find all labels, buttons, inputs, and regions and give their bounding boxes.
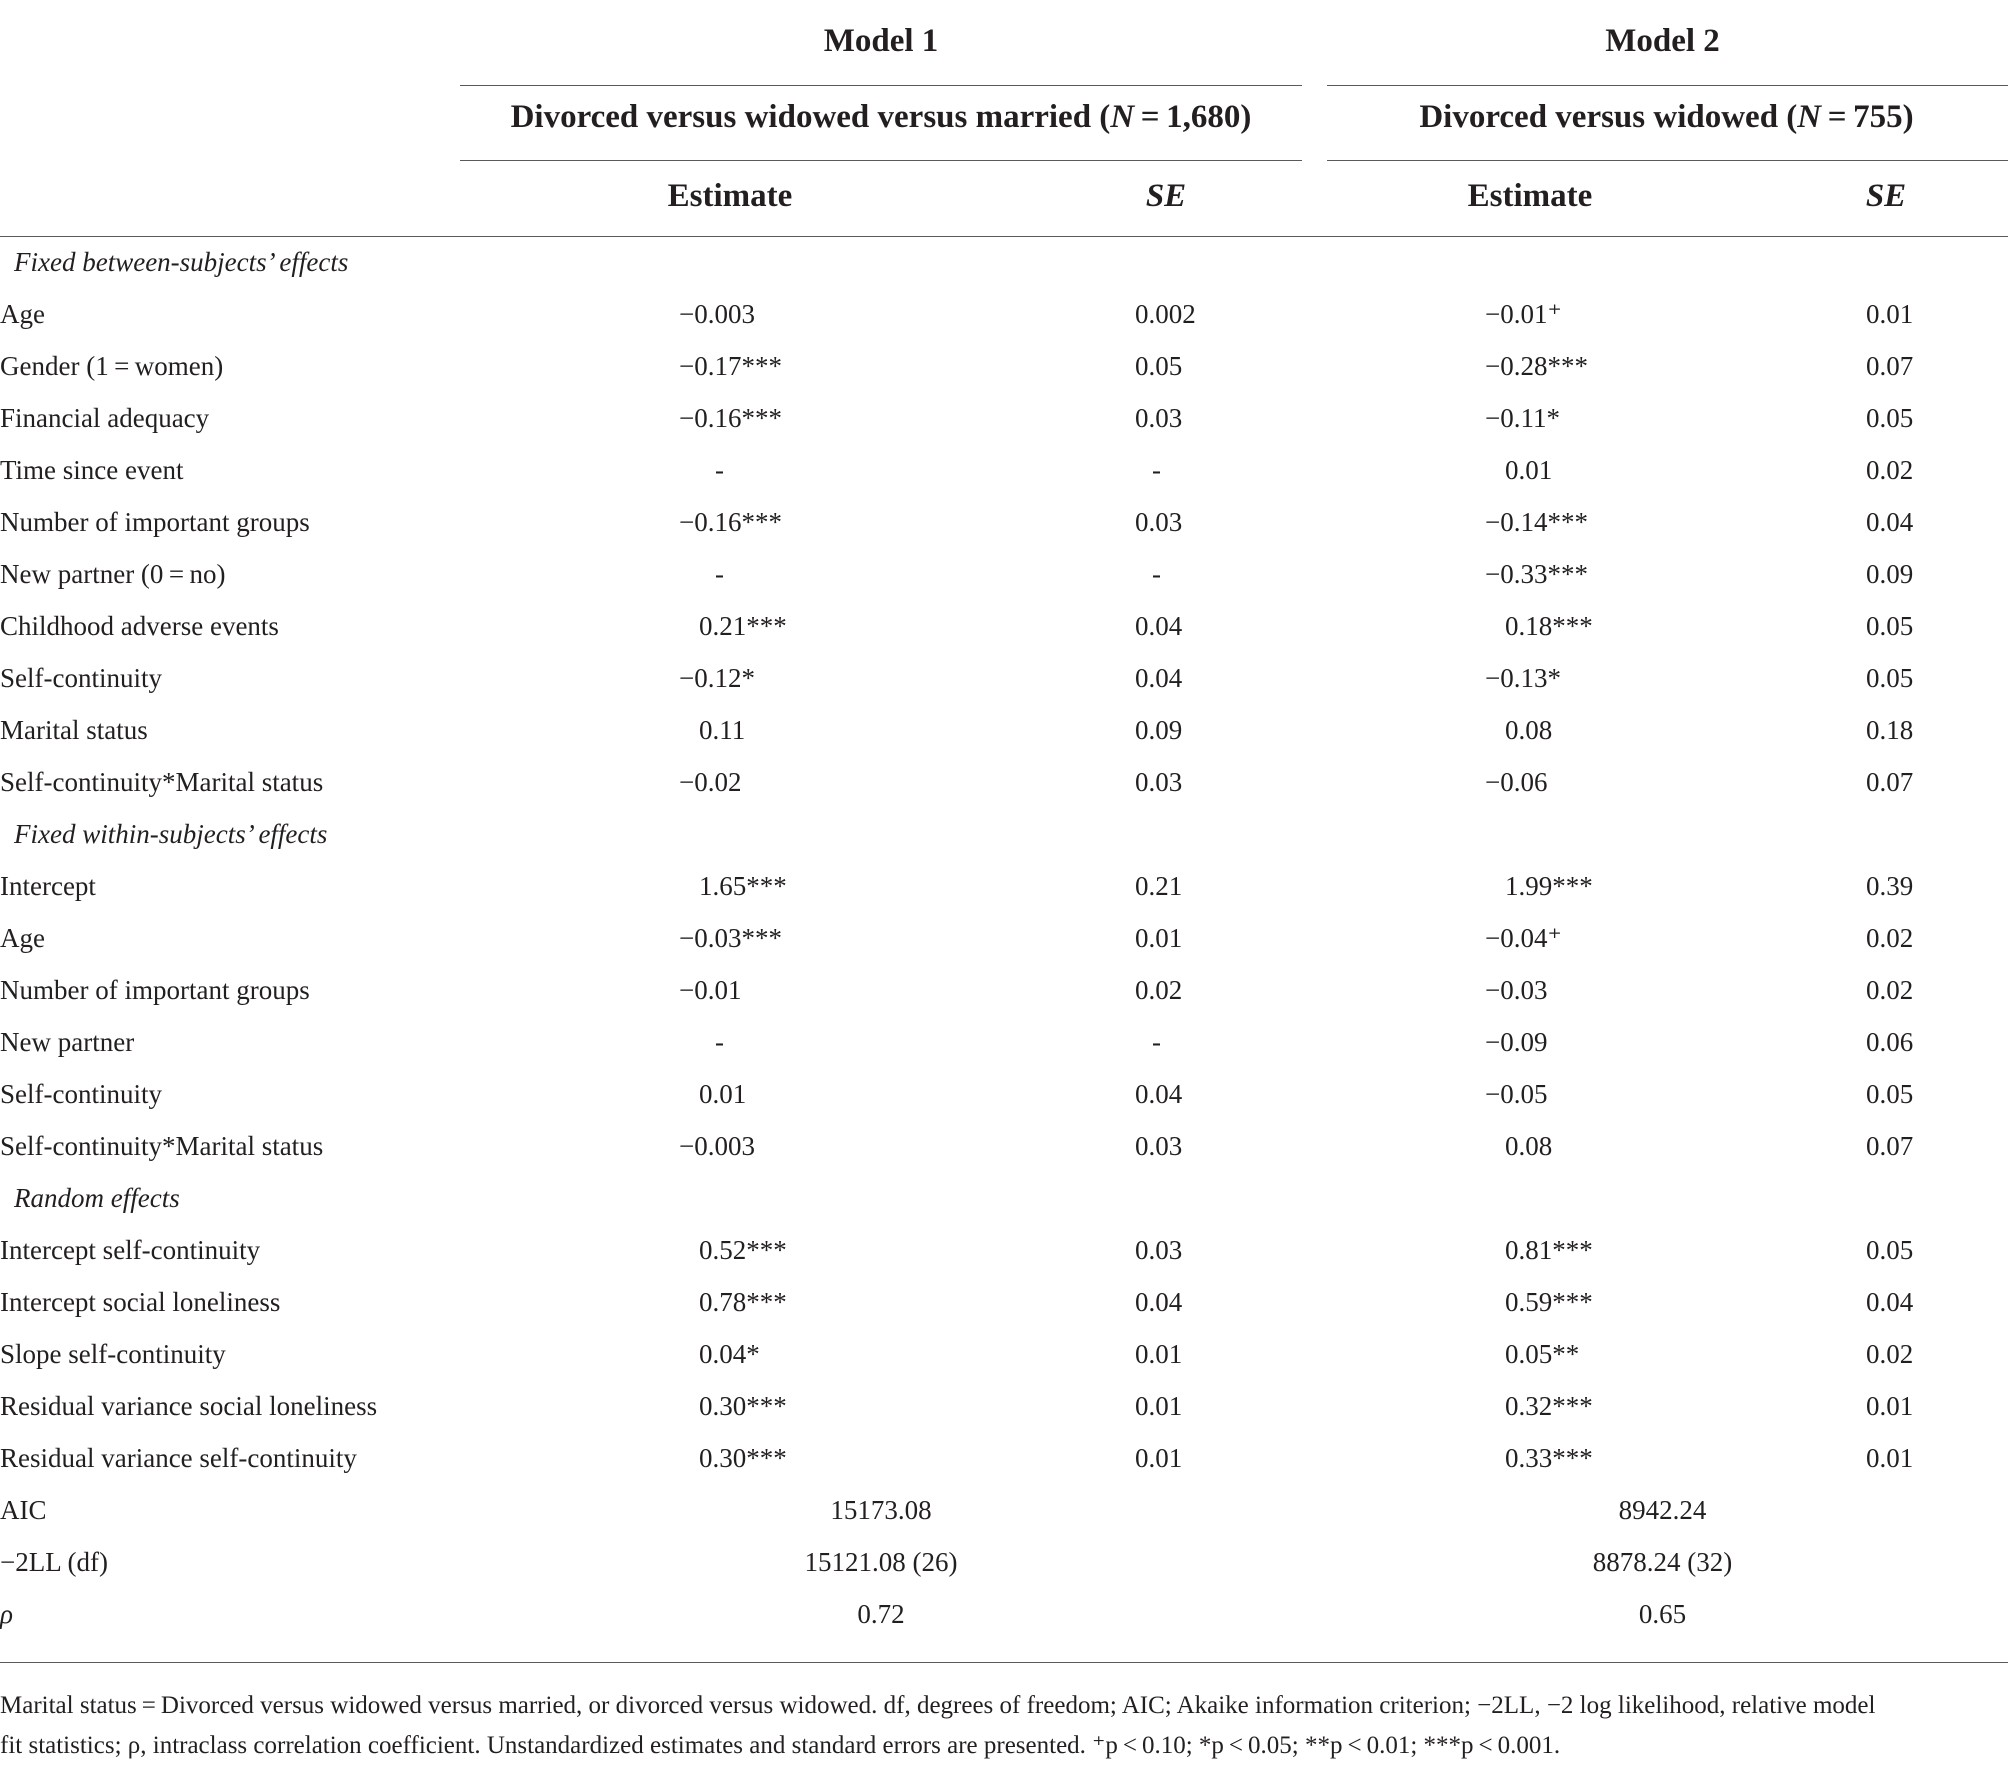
model2-estimate: −0.01⁺ (1485, 299, 1562, 329)
row-label: New partner (0, 1027, 135, 1057)
row-label: Self-continuity (0, 663, 162, 693)
model2-estimate: −0.11* (1485, 403, 1560, 433)
model2-estimate: 1.99*** (1505, 871, 1593, 901)
model1-se: 0.03 (1135, 767, 1183, 797)
model2-estimate: −0.04⁺ (1485, 923, 1562, 953)
model2-estimate: 0.32*** (1505, 1391, 1593, 1421)
section-within (0, 808, 2008, 860)
model1-se: 0.03 (1135, 507, 1183, 537)
table-row (0, 1328, 2008, 1380)
model1-estimate: 0.21*** (699, 611, 787, 641)
row-label: Self-continuity*Marital status (0, 767, 324, 797)
table-row (0, 704, 2008, 756)
footnote-line-1: Marital status = Divorced versus widowed versus married, or divorced versus widowed. df, degrees of freedom; AIC; Akaike information criterion; −2LL, −2 log likelihood, relative model (0, 1692, 1876, 1719)
model2-se: 0.02 (1866, 923, 1914, 953)
model2-se: 0.02 (1866, 975, 1914, 1005)
model1-subtitle-prefix: Divorced versus widowed versus married ( (510, 99, 1111, 135)
model1-subtitle-n: N (1110, 99, 1135, 135)
model1-se: 0.02 (1135, 975, 1183, 1005)
table-row (0, 1224, 2008, 1276)
row-label: New partner (0 = no) (0, 559, 226, 589)
model2-estimate: 0.81*** (1505, 1235, 1593, 1265)
model1-se: 0.01 (1135, 923, 1183, 953)
model2-estimate: 0.33*** (1505, 1443, 1593, 1473)
model1-se: 0.04 (1135, 1287, 1183, 1317)
table-row (0, 444, 2008, 496)
table-row (0, 756, 2008, 808)
model1-estimate: 0.52*** (699, 1235, 787, 1265)
row-label: Residual variance self-continuity (0, 1443, 357, 1473)
model2-estimate: 0.08 (1505, 715, 1553, 745)
model2-title: Model 2 (1605, 23, 1720, 59)
model2-se: 0.09 (1866, 559, 1914, 589)
model2-se: 0.05 (1866, 663, 1914, 693)
model2-se: 0.05 (1866, 1079, 1914, 1109)
model2-estimate: −0.06 (1485, 767, 1548, 797)
model1-estimate: −0.16*** (679, 507, 782, 537)
model1-estimate: - (715, 455, 724, 485)
model2-estimate: −0.28*** (1485, 351, 1588, 381)
model2-se: 0.02 (1866, 455, 1914, 485)
model1-se: 0.09 (1135, 715, 1183, 745)
model2-estimate: 0.59*** (1505, 1287, 1593, 1317)
model2-se: 0.06 (1866, 1027, 1914, 1057)
row-label: Number of important groups (0, 975, 310, 1005)
model2-rule (1327, 85, 2008, 86)
row-label: Age (0, 923, 45, 953)
estimate-header-1: Estimate (667, 178, 793, 214)
section-between (0, 236, 2008, 288)
model1-se: 0.002 (1135, 299, 1196, 329)
model1-estimate: 0.11 (699, 715, 746, 745)
footnote-line-2: fit statistics; ρ, intraclass correlation coefficient. Unstandardized estimates and standard errors are presented. ⁺p < 0.10; *p < 0.05; **p < 0.01; ***p < 0.001. (0, 1732, 1561, 1759)
row-label: AIC (0, 1495, 47, 1525)
model1-se: 0.01 (1135, 1339, 1183, 1369)
model1-se: 0.21 (1135, 871, 1183, 901)
row-label: Intercept self-continuity (0, 1235, 261, 1265)
row-label: Time since event (0, 455, 184, 485)
table-row (0, 912, 2008, 964)
model1-se: 0.03 (1135, 403, 1183, 433)
fit-row-aic (0, 1484, 2008, 1536)
se-header-2: SE (1865, 178, 1907, 214)
model2-estimate: 0.08 (1505, 1131, 1553, 1161)
model1-fit-value: 0.72 (857, 1599, 905, 1629)
section-random (0, 1172, 2008, 1224)
model1-estimate: 0.30*** (699, 1391, 787, 1421)
table-row (0, 288, 2008, 340)
model2-subtitle-suffix: = 755) (1821, 99, 1914, 135)
model2-se: 0.39 (1866, 871, 1914, 901)
model1-estimate: −0.003 (679, 1131, 755, 1161)
model2-se: 0.01 (1866, 1443, 1914, 1473)
model2-subtitle-n: N (1797, 99, 1822, 135)
fit-row-ll (0, 1536, 2008, 1588)
table-row (0, 1016, 2008, 1068)
table-row (0, 860, 2008, 912)
model1-se: 0.04 (1135, 663, 1183, 693)
model1-se: 0.01 (1135, 1391, 1183, 1421)
model1-estimate: −0.01 (679, 975, 742, 1005)
model1-rule (460, 85, 1302, 86)
model1-estimate: −0.12* (679, 663, 755, 693)
model1-se: - (1152, 455, 1161, 485)
model1-se: - (1152, 559, 1161, 589)
section-label: Random effects (14, 1183, 180, 1213)
model1-se: 0.04 (1135, 1079, 1183, 1109)
row-label: Gender (1 = women) (0, 351, 224, 381)
model1-se: 0.03 (1135, 1235, 1183, 1265)
model2-se: 0.01 (1866, 1391, 1914, 1421)
se-header-1: SE (1145, 178, 1187, 214)
estimate-header-2: Estimate (1467, 178, 1593, 214)
table-row (0, 964, 2008, 1016)
model2-se: 0.07 (1866, 767, 1914, 797)
model2-estimate: −0.09 (1485, 1027, 1548, 1057)
model1-estimate: 0.01 (699, 1079, 747, 1109)
model2-estimate: −0.03 (1485, 975, 1548, 1005)
model2-se: 0.04 (1866, 1287, 1914, 1317)
table-row (0, 1068, 2008, 1120)
model2-se: 0.18 (1866, 715, 1914, 745)
model2-estimate: 0.18*** (1505, 611, 1593, 641)
table-bottom-rule (0, 1662, 2008, 1663)
row-label: −2LL (df) (0, 1547, 108, 1577)
model2-subtitle-rule (1327, 160, 2008, 161)
row-label: ρ (0, 1599, 13, 1629)
model1-estimate: 1.65*** (699, 871, 787, 901)
row-label: Childhood adverse events (0, 611, 279, 641)
row-label: Marital status (0, 715, 148, 745)
table-row (0, 496, 2008, 548)
row-label: Number of important groups (0, 507, 310, 537)
model1-subtitle (460, 97, 1302, 137)
model1-title: Model 1 (823, 23, 939, 59)
model1-se: 0.05 (1135, 351, 1183, 381)
row-label: Financial adequacy (0, 403, 210, 433)
model2-estimate: 0.05** (1505, 1339, 1580, 1369)
model1-se: 0.01 (1135, 1443, 1183, 1473)
model1-estimate: −0.17*** (679, 351, 782, 381)
row-label: Slope self-continuity (0, 1339, 226, 1369)
model2-fit-value: 8942.24 (1618, 1495, 1707, 1525)
model1-estimate: 0.04* (699, 1339, 760, 1369)
model2-se: 0.05 (1866, 611, 1914, 641)
model1-subtitle-suffix: = 1,680) (1134, 99, 1252, 135)
model1-estimate: −0.16*** (679, 403, 782, 433)
table-row (0, 1380, 2008, 1432)
table-footnote (0, 1686, 2008, 1766)
row-label: Age (0, 299, 45, 329)
table-row (0, 1276, 2008, 1328)
row-label: Self-continuity (0, 1079, 162, 1109)
row-label: Intercept (0, 871, 96, 901)
model2-se: 0.05 (1866, 403, 1914, 433)
model2-estimate: 0.01 (1505, 455, 1553, 485)
fit-row-rho (0, 1588, 2008, 1640)
model2-estimate: −0.14*** (1485, 507, 1588, 537)
model1-estimate: 0.30*** (699, 1443, 787, 1473)
model2-fit-value: 0.65 (1638, 1599, 1687, 1629)
model1-estimate: −0.003 (679, 299, 755, 329)
table-row (0, 392, 2008, 444)
model2-estimate: −0.13* (1485, 663, 1561, 693)
row-label: Intercept social loneliness (0, 1287, 281, 1317)
model2-se: 0.05 (1866, 1235, 1914, 1265)
section-label: Fixed within-subjects’ effects (14, 819, 328, 849)
model2-se: 0.04 (1866, 507, 1914, 537)
table-row (0, 1432, 2008, 1484)
model1-se: - (1152, 1027, 1161, 1057)
model2-estimate: −0.05 (1485, 1079, 1548, 1109)
model1-se: 0.03 (1135, 1131, 1183, 1161)
model1-estimate: −0.03*** (679, 923, 782, 953)
row-label: Self-continuity*Marital status (0, 1131, 324, 1161)
model2-se: 0.07 (1866, 1131, 1914, 1161)
model2-subtitle-prefix: Divorced versus widowed ( (1419, 99, 1798, 135)
table-row (0, 652, 2008, 704)
model2-estimate: −0.33*** (1485, 559, 1588, 589)
row-label: Residual variance social loneliness (0, 1391, 378, 1421)
table-row (0, 600, 2008, 652)
model1-estimate: −0.02 (679, 767, 742, 797)
model1-estimate: 0.78*** (699, 1287, 787, 1317)
model1-estimate: - (715, 1027, 724, 1057)
model1-subtitle-rule (460, 160, 1302, 161)
model1-estimate: - (715, 559, 724, 589)
table-row (0, 1120, 2008, 1172)
model1-se: 0.04 (1135, 611, 1183, 641)
model1-fit-value: 15173.08 (830, 1495, 932, 1525)
model1-fit-value: 15121.08 (26) (804, 1547, 958, 1577)
model2-fit-value: 8878.24 (32) (1592, 1547, 1733, 1577)
model2-se: 0.01 (1866, 299, 1914, 329)
model2-subtitle (1325, 97, 2008, 137)
section-label: Fixed between-subjects’ effects (14, 247, 349, 277)
table-row (0, 548, 2008, 600)
model2-se: 0.02 (1866, 1339, 1914, 1369)
model2-se: 0.07 (1866, 351, 1914, 381)
table-row (0, 340, 2008, 392)
